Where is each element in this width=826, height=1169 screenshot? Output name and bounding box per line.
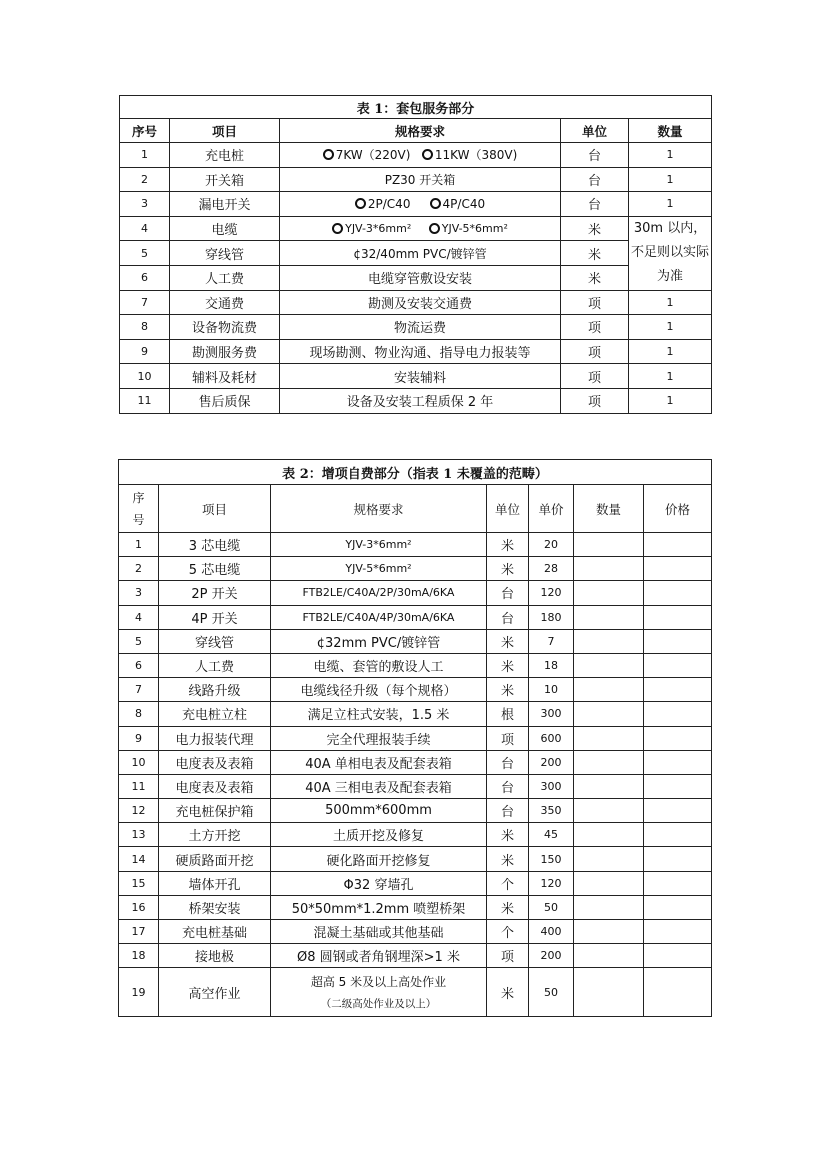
row-no: 11 xyxy=(120,388,170,413)
row-price: 300 xyxy=(529,702,574,726)
row-no: 6 xyxy=(119,653,159,677)
row-unit: 米 xyxy=(487,895,529,919)
header-item: 项目 xyxy=(170,119,280,143)
row-qty xyxy=(574,557,644,581)
row-unit: 米 xyxy=(487,968,529,1017)
table-row xyxy=(119,533,712,557)
row-spec: 500mm*600mm xyxy=(271,799,487,823)
row-price: 300 xyxy=(529,774,574,798)
row-qty xyxy=(574,920,644,944)
table-row xyxy=(119,799,712,823)
row-qty xyxy=(574,968,644,1017)
row-qty: 1 xyxy=(629,143,712,168)
row-total xyxy=(644,750,712,774)
row-qty xyxy=(574,678,644,702)
row-qty xyxy=(574,581,644,605)
header-spec: 规格要求 xyxy=(271,485,487,533)
row-item: 3 芯电缆 xyxy=(159,533,271,557)
row-price: 200 xyxy=(529,750,574,774)
row-total xyxy=(644,847,712,871)
row-unit: 台 xyxy=(561,143,629,168)
row-unit: 米 xyxy=(487,533,529,557)
row-price: 10 xyxy=(529,678,574,702)
row-item: 电度表及表箱 xyxy=(159,750,271,774)
row-no: 8 xyxy=(120,315,170,340)
row-unit: 台 xyxy=(487,581,529,605)
row-spec: ¢32/40mm PVC/镀锌管 xyxy=(280,241,561,266)
table-row xyxy=(120,339,712,364)
row-item: 穿线管 xyxy=(170,241,280,266)
row-price: 50 xyxy=(529,968,574,1017)
row-total xyxy=(644,895,712,919)
row-total xyxy=(644,702,712,726)
row-item: 充电桩保护箱 xyxy=(159,799,271,823)
row-price: 120 xyxy=(529,581,574,605)
row-price: 180 xyxy=(529,605,574,629)
row-unit: 项 xyxy=(561,339,629,364)
row-total xyxy=(644,629,712,653)
row-qty xyxy=(574,533,644,557)
row-item: 桥架安装 xyxy=(159,895,271,919)
table-row xyxy=(119,944,712,968)
row-price: 20 xyxy=(529,533,574,557)
row-qty: 1 xyxy=(629,192,712,217)
row-total xyxy=(644,871,712,895)
table-row xyxy=(120,192,712,217)
table-row xyxy=(120,364,712,389)
table-row xyxy=(120,143,712,168)
row-total xyxy=(644,581,712,605)
row-no: 1 xyxy=(119,533,159,557)
row-unit: 米 xyxy=(487,653,529,677)
bullet-circle-icon xyxy=(323,149,334,160)
row-no: 15 xyxy=(119,871,159,895)
row-spec: 电缆、套管的敷设人工 xyxy=(271,653,487,677)
header-unit: 单位 xyxy=(487,485,529,533)
row-qty xyxy=(574,847,644,871)
row-spec: FTB2LE/C40A/4P/30mA/6KA xyxy=(271,605,487,629)
row-qty: 1 xyxy=(629,167,712,192)
row-item: 线路升级 xyxy=(159,678,271,702)
row-item: 土方开挖 xyxy=(159,823,271,847)
row-item: 5 芯电缆 xyxy=(159,557,271,581)
row-total xyxy=(644,678,712,702)
header-qty: 数量 xyxy=(629,119,712,143)
row-total xyxy=(644,944,712,968)
table-row xyxy=(120,167,712,192)
row-spec: 超高 5 米及以上高处作业 （二级高处作业及以上） xyxy=(271,968,487,1017)
row-spec: YJV-3*6mm² YJV-5*6mm² xyxy=(280,216,561,241)
row-unit: 台 xyxy=(487,750,529,774)
row-total xyxy=(644,774,712,798)
row-spec: ¢32mm PVC/镀锌管 xyxy=(271,629,487,653)
table-row xyxy=(119,702,712,726)
row-qty: 1 xyxy=(629,388,712,413)
table-row xyxy=(119,557,712,581)
row-price: 150 xyxy=(529,847,574,871)
row-qty xyxy=(574,726,644,750)
row-no: 5 xyxy=(119,629,159,653)
bullet-circle-icon xyxy=(355,198,366,209)
row-item: 充电桩基础 xyxy=(159,920,271,944)
row-item: 充电桩 xyxy=(170,143,280,168)
row-price: 400 xyxy=(529,920,574,944)
row-price: 45 xyxy=(529,823,574,847)
row-spec: PZ30 开关箱 xyxy=(280,167,561,192)
row-no: 18 xyxy=(119,944,159,968)
row-spec: 40A 三相电表及配套表箱 xyxy=(271,774,487,798)
row-item: 硬质路面开挖 xyxy=(159,847,271,871)
row-no: 14 xyxy=(119,847,159,871)
row-item: 充电桩立柱 xyxy=(159,702,271,726)
row-price: 200 xyxy=(529,944,574,968)
row-total xyxy=(644,557,712,581)
bullet-circle-icon xyxy=(429,223,440,234)
row-unit: 项 xyxy=(561,290,629,315)
row-total xyxy=(644,920,712,944)
row-unit: 个 xyxy=(487,920,529,944)
row-item: 人工费 xyxy=(159,653,271,677)
row-spec: Ø8 圆钢或者角钢埋深>1 米 xyxy=(271,944,487,968)
row-spec: 2P/C40 4P/C40 xyxy=(280,192,561,217)
row-no: 3 xyxy=(120,192,170,217)
table-row xyxy=(120,290,712,315)
row-no: 10 xyxy=(120,364,170,389)
row-spec: 物流运费 xyxy=(280,315,561,340)
row-no: 17 xyxy=(119,920,159,944)
row-unit: 米 xyxy=(561,241,629,266)
row-qty xyxy=(574,799,644,823)
row-unit: 台 xyxy=(487,605,529,629)
row-qty xyxy=(574,871,644,895)
row-spec: YJV-3*6mm² xyxy=(271,533,487,557)
row-item: 2P 开关 xyxy=(159,581,271,605)
row-spec: 7KW（220V) 11KW（380V) xyxy=(280,143,561,168)
row-spec: 电缆穿管敷设安装 xyxy=(280,265,561,290)
header-no: 序号 xyxy=(119,485,159,533)
header-price: 单价 xyxy=(529,485,574,533)
table-row xyxy=(119,726,712,750)
row-spec: YJV-5*6mm² xyxy=(271,557,487,581)
row-item: 接地极 xyxy=(159,944,271,968)
row-price: 7 xyxy=(529,629,574,653)
extra-fee-table xyxy=(118,459,712,1017)
row-spec: 硬化路面开挖修复 xyxy=(271,847,487,871)
header-spec: 规格要求 xyxy=(280,119,561,143)
row-no: 19 xyxy=(119,968,159,1017)
row-unit: 米 xyxy=(487,678,529,702)
row-item: 穿线管 xyxy=(159,629,271,653)
row-spec: FTB2LE/C40A/2P/30mA/6KA xyxy=(271,581,487,605)
row-unit: 米 xyxy=(561,216,629,241)
row-qty xyxy=(574,944,644,968)
row-total xyxy=(644,968,712,1017)
table-row xyxy=(119,895,712,919)
table-row xyxy=(119,678,712,702)
qty-note: 30m 以内，不足则以实际为准 xyxy=(629,216,712,290)
row-no: 13 xyxy=(119,823,159,847)
row-no: 11 xyxy=(119,774,159,798)
table2-body xyxy=(119,533,712,1017)
row-item: 高空作业 xyxy=(159,968,271,1017)
header-no: 序号 xyxy=(120,119,170,143)
row-qty xyxy=(574,605,644,629)
row-unit: 米 xyxy=(487,629,529,653)
table-row xyxy=(119,847,712,871)
row-unit: 根 xyxy=(487,702,529,726)
row-item: 电度表及表箱 xyxy=(159,774,271,798)
row-qty xyxy=(574,702,644,726)
row-unit: 米 xyxy=(487,823,529,847)
row-spec: 土质开挖及修复 xyxy=(271,823,487,847)
row-no: 2 xyxy=(119,557,159,581)
row-no: 5 xyxy=(120,241,170,266)
package-service-table xyxy=(119,95,712,414)
row-price: 28 xyxy=(529,557,574,581)
row-item: 电缆 xyxy=(170,216,280,241)
table1-title: 表 1：套包服务部分 xyxy=(120,96,712,119)
row-no: 4 xyxy=(119,605,159,629)
table-row xyxy=(119,605,712,629)
row-no: 9 xyxy=(119,726,159,750)
row-unit: 项 xyxy=(561,315,629,340)
row-total xyxy=(644,533,712,557)
table-row xyxy=(119,871,712,895)
row-spec: 40A 单相电表及配套表箱 xyxy=(271,750,487,774)
row-unit: 个 xyxy=(487,871,529,895)
row-spec: 电缆线径升级（每个规格） xyxy=(271,678,487,702)
row-item: 开关箱 xyxy=(170,167,280,192)
header-total: 价格 xyxy=(644,485,712,533)
table-row xyxy=(120,388,712,413)
row-unit: 台 xyxy=(487,774,529,798)
row-qty xyxy=(574,629,644,653)
table-row xyxy=(119,750,712,774)
header-unit: 单位 xyxy=(561,119,629,143)
table2-title: 表 2：增项自费部分（指表 1 未覆盖的范畴） xyxy=(119,460,712,485)
row-item: 漏电开关 xyxy=(170,192,280,217)
bullet-circle-icon xyxy=(430,198,441,209)
table-row xyxy=(119,920,712,944)
row-spec: 完全代理报装手续 xyxy=(271,726,487,750)
row-unit: 项 xyxy=(487,726,529,750)
row-no: 8 xyxy=(119,702,159,726)
row-item: 售后质保 xyxy=(170,388,280,413)
row-spec: 混凝土基础或其他基础 xyxy=(271,920,487,944)
table-row xyxy=(119,774,712,798)
row-qty xyxy=(574,774,644,798)
bullet-circle-icon xyxy=(332,223,343,234)
row-unit: 项 xyxy=(561,364,629,389)
row-no: 6 xyxy=(120,265,170,290)
row-unit: 项 xyxy=(561,388,629,413)
row-qty xyxy=(574,653,644,677)
table-row xyxy=(120,315,712,340)
row-no: 3 xyxy=(119,581,159,605)
row-qty xyxy=(574,895,644,919)
row-no: 10 xyxy=(119,750,159,774)
row-spec: 勘测及安装交通费 xyxy=(280,290,561,315)
row-total xyxy=(644,726,712,750)
row-unit: 台 xyxy=(487,799,529,823)
header-item: 项目 xyxy=(159,485,271,533)
table-row xyxy=(120,216,712,241)
header-qty: 数量 xyxy=(574,485,644,533)
row-no: 4 xyxy=(120,216,170,241)
row-qty: 1 xyxy=(629,290,712,315)
row-no: 9 xyxy=(120,339,170,364)
row-unit: 台 xyxy=(561,167,629,192)
table-row xyxy=(119,653,712,677)
row-total xyxy=(644,799,712,823)
row-spec: Φ32 穿墙孔 xyxy=(271,871,487,895)
row-price: 50 xyxy=(529,895,574,919)
row-no: 12 xyxy=(119,799,159,823)
row-unit: 米 xyxy=(561,265,629,290)
row-spec: 现场勘测、物业沟通、指导电力报装等 xyxy=(280,339,561,364)
row-qty xyxy=(574,750,644,774)
table-row xyxy=(120,265,712,290)
row-qty xyxy=(574,823,644,847)
row-item: 4P 开关 xyxy=(159,605,271,629)
row-price: 600 xyxy=(529,726,574,750)
row-item: 辅料及耗材 xyxy=(170,364,280,389)
row-item: 勘测服务费 xyxy=(170,339,280,364)
row-spec: 安装辅料 xyxy=(280,364,561,389)
row-spec: 50*50mm*1.2mm 喷塑桥架 xyxy=(271,895,487,919)
row-no: 1 xyxy=(120,143,170,168)
row-qty: 1 xyxy=(629,315,712,340)
table-row xyxy=(119,629,712,653)
row-no: 16 xyxy=(119,895,159,919)
row-no: 7 xyxy=(120,290,170,315)
row-no: 7 xyxy=(119,678,159,702)
row-unit: 米 xyxy=(487,557,529,581)
row-price: 18 xyxy=(529,653,574,677)
row-spec: 设备及安装工程质保 2 年 xyxy=(280,388,561,413)
row-spec: 满足立柱式安装，1.5 米 xyxy=(271,702,487,726)
row-unit: 项 xyxy=(487,944,529,968)
row-total xyxy=(644,823,712,847)
table-row xyxy=(120,241,712,266)
row-qty: 1 xyxy=(629,339,712,364)
row-item: 墙体开孔 xyxy=(159,871,271,895)
row-item: 电力报装代理 xyxy=(159,726,271,750)
row-price: 120 xyxy=(529,871,574,895)
row-item: 交通费 xyxy=(170,290,280,315)
table-row xyxy=(119,968,712,1017)
table-row xyxy=(119,823,712,847)
row-total xyxy=(644,605,712,629)
table-row xyxy=(119,581,712,605)
row-total xyxy=(644,653,712,677)
row-item: 设备物流费 xyxy=(170,315,280,340)
row-price: 350 xyxy=(529,799,574,823)
bullet-circle-icon xyxy=(422,149,433,160)
row-unit: 米 xyxy=(487,847,529,871)
row-item: 人工费 xyxy=(170,265,280,290)
row-no: 2 xyxy=(120,167,170,192)
row-qty: 1 xyxy=(629,364,712,389)
row-unit: 台 xyxy=(561,192,629,217)
